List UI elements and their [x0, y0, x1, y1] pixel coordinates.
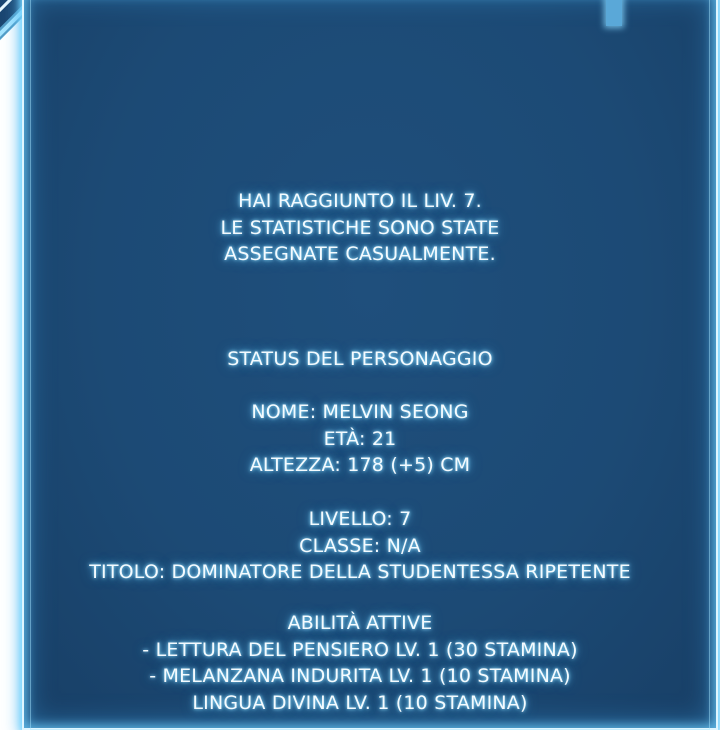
age-line: ETÀ: 21 [323, 427, 397, 450]
notice-line: HAI RAGGIUNTO IL LIV. 7. [238, 190, 482, 212]
panel-top-tab [606, 0, 622, 26]
active-skills-block [22, 610, 698, 716]
level-line: LIVELLO: 7 [308, 508, 412, 530]
level-block [22, 506, 698, 586]
identity-block [22, 399, 698, 479]
title-line: TITOLO: DOMINATORE DELLA STUDENTESSA RIPETENTE [89, 561, 631, 583]
class-line: CLASSE: N/A [299, 534, 421, 557]
status-heading: STATUS DEL PERSONAGGIO [227, 348, 493, 370]
notice-line: LE STATISTICHE SONO STATE [220, 216, 500, 239]
notice-line: ASSEGNATE CASUALMENTE. [224, 243, 496, 265]
skill-item: - MELANZANA INDURITA LV. 1 (10 STAMINA) [149, 665, 571, 687]
skill-item: - LETTURA DEL PENSIERO LV. 1 (30 STAMINA) [142, 638, 578, 661]
height-line: ALTEZZA: 178 (+5) CM [249, 454, 471, 476]
skills-heading: ABILITÀ ATTIVE [287, 612, 433, 634]
status-heading-block [22, 346, 698, 373]
name-line: NOME: MELVIN SEONG [251, 401, 469, 423]
level-up-notice [22, 188, 698, 268]
skill-item: LINGUA DIVINA LV. 1 (10 STAMINA) [192, 691, 528, 714]
